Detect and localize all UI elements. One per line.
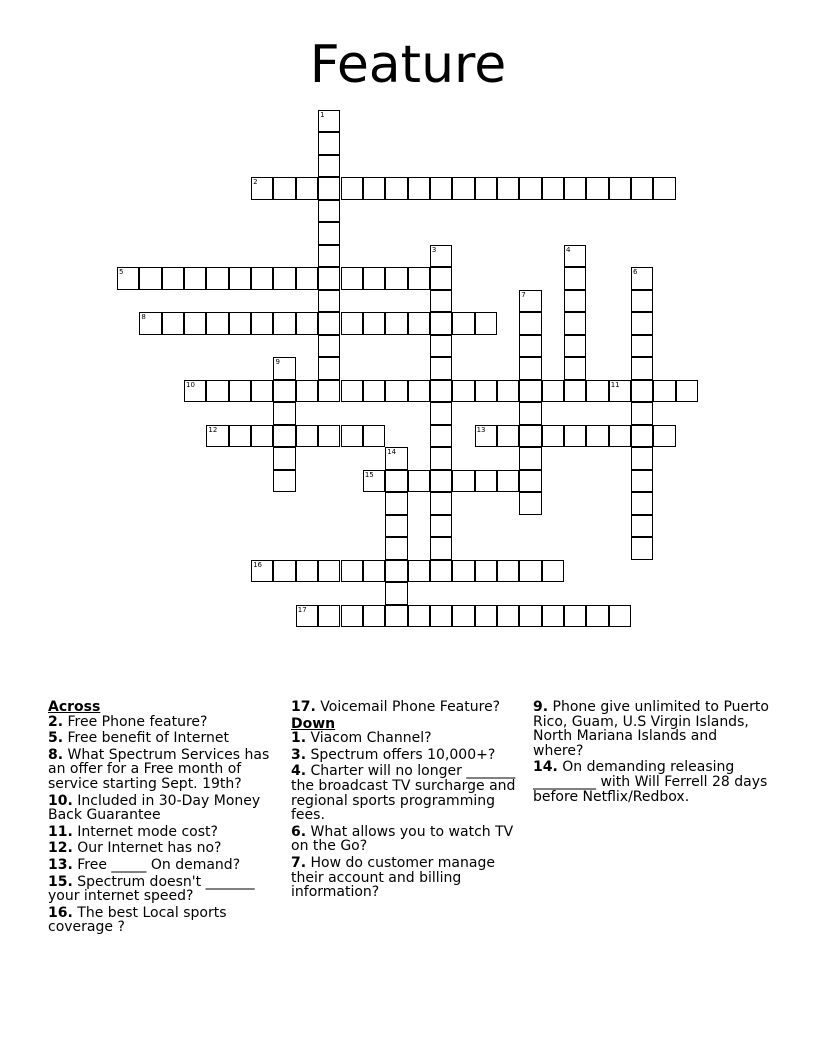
grid-cell[interactable] [631, 290, 653, 313]
grid-cell[interactable] [430, 425, 452, 448]
grid-cell[interactable] [564, 605, 586, 628]
grid-cell[interactable] [475, 560, 497, 583]
puzzle-title: Feature [309, 35, 507, 95]
grid-cell[interactable] [452, 312, 474, 335]
clue-item-text: The best Local sports coverage ? [48, 904, 227, 936]
grid-cell[interactable] [497, 470, 519, 493]
clue-item-text: Our Internet has no? [72, 840, 222, 857]
clue-number: 4 [566, 245, 571, 254]
grid-cell[interactable] [519, 605, 541, 628]
grid-cell[interactable] [653, 425, 675, 448]
grid-cell[interactable] [385, 605, 407, 628]
grid-cell[interactable] [251, 177, 273, 200]
grid-cell[interactable] [430, 537, 452, 560]
grid-cell[interactable] [430, 605, 452, 628]
grid-cell[interactable] [497, 177, 519, 200]
grid-cell[interactable] [341, 177, 363, 200]
grid-cell[interactable] [564, 177, 586, 200]
clue-item-number: 9. [533, 699, 549, 715]
clue-number: 9 [275, 358, 280, 366]
grid-cell[interactable] [519, 560, 541, 583]
clue-number: 15 [364, 470, 374, 479]
grid-cell[interactable] [631, 380, 653, 403]
grid-cell[interactable] [341, 312, 363, 335]
grid-cell[interactable] [162, 312, 184, 335]
clue-item [533, 700, 769, 758]
clue-item-text: Free benefit of Internet [63, 730, 229, 747]
grid-cell[interactable] [229, 312, 251, 335]
grid-cell[interactable] [497, 560, 519, 583]
grid-cell[interactable] [318, 312, 340, 335]
grid-cell[interactable] [385, 515, 407, 538]
grid-cell[interactable] [408, 312, 430, 335]
grid-cell[interactable] [341, 560, 363, 583]
grid-cell[interactable] [430, 245, 452, 268]
grid-cell[interactable] [273, 402, 295, 425]
grid-cell[interactable] [430, 447, 452, 470]
grid-cell[interactable] [273, 267, 295, 290]
grid-cell[interactable] [273, 470, 295, 493]
grid-cell[interactable] [519, 425, 541, 448]
grid-cell[interactable] [542, 380, 564, 403]
clue-item-number: 17. [291, 699, 316, 715]
clue-item-text: What allows you to watch TV on the Go? [291, 823, 514, 855]
grid-cell[interactable] [318, 132, 340, 155]
grid-cell[interactable] [273, 357, 295, 380]
clues-column-1 [48, 700, 284, 937]
grid-cell[interactable] [430, 560, 452, 583]
grid-cell[interactable] [296, 560, 318, 583]
grid-cell[interactable] [385, 492, 407, 515]
grid-cell[interactable] [519, 380, 541, 403]
grid-cell[interactable] [430, 290, 452, 313]
grid-cell[interactable] [430, 357, 452, 380]
grid-cell[interactable] [475, 380, 497, 403]
clue-item-text: What Spectrum Services has an offer for a Free month of service starting Sept. 19th? [48, 746, 270, 792]
clue-item [291, 731, 527, 746]
clue-item-number: 8. [48, 746, 64, 763]
clue-item-text: Internet mode cost? [72, 823, 218, 840]
grid-cell[interactable] [251, 312, 273, 335]
clue-item [48, 748, 284, 792]
grid-cell[interactable] [452, 380, 474, 403]
grid-cell[interactable] [318, 155, 340, 178]
grid-cell[interactable] [676, 380, 698, 403]
clue-number: 7 [521, 290, 526, 299]
clue-item [48, 875, 284, 904]
grid-cell[interactable] [475, 312, 497, 335]
grid-cell[interactable] [475, 605, 497, 628]
grid-cell[interactable] [631, 402, 653, 425]
grid-cell[interactable] [519, 177, 541, 200]
grid-cell[interactable] [184, 312, 206, 335]
grid-cell[interactable] [430, 312, 452, 335]
clue-number: 13 [476, 425, 486, 434]
grid-cell[interactable] [564, 425, 586, 448]
grid-cell[interactable] [184, 380, 206, 403]
grid-cell[interactable] [385, 560, 407, 583]
grid-cell[interactable] [430, 267, 452, 290]
grid-cell[interactable] [318, 605, 340, 628]
grid-cell[interactable] [408, 177, 430, 200]
clue-item-text: Spectrum offers 10,000+? [306, 746, 496, 763]
grid-cell[interactable] [475, 177, 497, 200]
grid-cell[interactable] [631, 515, 653, 538]
clue-item [48, 841, 284, 856]
grid-cell[interactable] [273, 425, 295, 448]
grid-cell[interactable] [564, 290, 586, 313]
grid-cell[interactable] [564, 380, 586, 403]
clue-item [291, 748, 527, 763]
grid-cell[interactable] [609, 605, 631, 628]
grid-cell[interactable] [408, 560, 430, 583]
clue-number: 3 [431, 245, 437, 254]
clue-item-text: How do customer manage their account and billing information? [291, 854, 495, 901]
clue-item-number: 1. [291, 730, 307, 747]
grid-cell[interactable] [430, 515, 452, 538]
grid-cell[interactable] [318, 357, 340, 380]
down-heading: Down [291, 715, 336, 732]
grid-cell[interactable] [385, 177, 407, 200]
clue-number: 6 [633, 268, 638, 276]
clue-item-text: Free _____ On demand? [72, 856, 241, 873]
grid-cell[interactable] [542, 560, 564, 583]
clue-item-text: Phone give unlimited to Puerto Rico, Guam, U.S Virgin Islands, North Mariana Islands and where? [533, 699, 769, 759]
clue-item [48, 906, 284, 935]
clue-number: 5 [119, 268, 124, 276]
grid-cell[interactable] [184, 267, 206, 290]
clue-number: 11 [610, 380, 620, 389]
clue-item-number: 16. [48, 904, 73, 921]
clue-number: 8 [141, 313, 146, 321]
grid-cell[interactable] [631, 312, 653, 335]
grid-cell[interactable] [296, 425, 318, 448]
grid-cell[interactable] [273, 312, 295, 335]
grid-cell[interactable] [273, 560, 295, 583]
clue-item [48, 825, 284, 840]
grid-cell[interactable] [385, 447, 407, 470]
grid-cell[interactable] [341, 267, 363, 290]
grid-cell[interactable] [519, 492, 541, 515]
grid-cell[interactable] [296, 177, 318, 200]
clue-item-number: 3. [291, 746, 307, 763]
grid-cell[interactable] [430, 492, 452, 515]
clue-item [533, 760, 769, 804]
grid-cell[interactable] [452, 470, 474, 493]
grid-cell[interactable] [363, 380, 385, 403]
grid-cell[interactable] [519, 447, 541, 470]
grid-cell[interactable] [564, 335, 586, 358]
grid-cell[interactable] [363, 267, 385, 290]
grid-cell[interactable] [564, 357, 586, 380]
grid-cell[interactable] [653, 177, 675, 200]
clue-number: 12 [208, 425, 218, 434]
across-clue-list-continued [291, 700, 527, 715]
grid-cell[interactable] [519, 290, 541, 313]
grid-cell[interactable] [296, 605, 318, 628]
grid-cell[interactable] [430, 177, 452, 200]
grid-cell[interactable] [273, 177, 295, 200]
grid-cell[interactable] [162, 267, 184, 290]
clue-item-number: 10. [48, 792, 73, 809]
clue-item-number: 12. [48, 840, 73, 857]
grid-cell[interactable] [497, 605, 519, 628]
grid-cell[interactable] [318, 200, 340, 223]
grid-cell[interactable] [363, 177, 385, 200]
grid-cell[interactable] [385, 470, 407, 493]
grid-cell[interactable] [251, 267, 273, 290]
grid-cell[interactable] [251, 560, 273, 583]
clues-column-3 [533, 700, 769, 806]
grid-cell[interactable] [117, 267, 139, 290]
clue-item [291, 825, 527, 854]
clue-item [291, 764, 527, 822]
grid-cell[interactable] [318, 335, 340, 358]
grid-cell[interactable] [363, 470, 385, 493]
grid-cell[interactable] [139, 312, 161, 335]
clue-item-text: Spectrum doesn't _______ your internet speed? [48, 873, 255, 905]
grid-cell[interactable] [318, 245, 340, 268]
grid-cell[interactable] [631, 492, 653, 515]
clue-number: 16 [253, 560, 263, 569]
grid-cell[interactable] [631, 470, 653, 493]
clue-item [48, 858, 284, 873]
across-heading: Across [48, 699, 101, 715]
grid-cell[interactable] [363, 312, 385, 335]
grid-cell[interactable] [564, 245, 586, 268]
grid-cell[interactable] [385, 582, 407, 605]
grid-cell[interactable] [519, 312, 541, 335]
clue-item [48, 731, 284, 746]
grid-cell[interactable] [475, 470, 497, 493]
grid-cell[interactable] [519, 402, 541, 425]
grid-cell[interactable] [452, 605, 474, 628]
grid-cell[interactable] [519, 335, 541, 358]
clue-number: 10 [186, 380, 195, 389]
grid-cell[interactable] [206, 380, 228, 403]
grid-cell[interactable] [631, 335, 653, 358]
grid-cell[interactable] [363, 605, 385, 628]
grid-cell[interactable] [273, 447, 295, 470]
grid-cell[interactable] [631, 425, 653, 448]
clue-item-text: Included in 30-Day Money Back Guarantee [48, 792, 261, 824]
grid-cell[interactable] [318, 177, 340, 200]
clue-item [291, 700, 527, 715]
grid-cell[interactable] [251, 425, 273, 448]
grid-cell[interactable] [318, 110, 340, 133]
clue-number: 1 [320, 110, 325, 119]
grid-cell[interactable] [542, 177, 564, 200]
grid-cell[interactable] [229, 380, 251, 403]
grid-cell[interactable] [296, 380, 318, 403]
grid-cell[interactable] [229, 267, 251, 290]
grid-cell[interactable] [408, 470, 430, 493]
clue-number: 14 [387, 448, 397, 456]
grid-cell[interactable] [318, 222, 340, 245]
grid-cell[interactable] [363, 425, 385, 448]
grid-cell[interactable] [631, 537, 653, 560]
grid-cell[interactable] [341, 605, 363, 628]
grid-cell[interactable] [296, 267, 318, 290]
grid-cell[interactable] [586, 425, 608, 448]
grid-cell[interactable] [609, 177, 631, 200]
grid-cell[interactable] [229, 425, 251, 448]
clue-item-number: 11. [48, 823, 73, 840]
grid-cell[interactable] [318, 560, 340, 583]
clue-item-text: Free Phone feature? [63, 713, 208, 730]
grid-cell[interactable] [385, 312, 407, 335]
clue-item-text: Viacom Channel? [306, 730, 432, 747]
grid-cell[interactable] [497, 425, 519, 448]
grid-cell[interactable] [631, 447, 653, 470]
grid-cell[interactable] [631, 177, 653, 200]
grid-cell[interactable] [430, 470, 452, 493]
grid-cell[interactable] [519, 470, 541, 493]
grid-cell[interactable] [475, 425, 497, 448]
grid-cell[interactable] [341, 380, 363, 403]
clue-item-text: On demanding releasing _________ with Will Ferrell 28 days before Netflix/Redbox. [533, 759, 768, 805]
grid-cell[interactable] [609, 380, 631, 403]
grid-cell[interactable] [341, 425, 363, 448]
grid-cell[interactable] [318, 290, 340, 313]
grid-cell[interactable] [497, 380, 519, 403]
grid-cell[interactable] [564, 267, 586, 290]
clues-column-2 [291, 700, 527, 902]
clue-item-number: 6. [291, 823, 307, 840]
grid-cell[interactable] [564, 312, 586, 335]
grid-cell[interactable] [385, 537, 407, 560]
clue-item-number: 2. [48, 713, 64, 730]
grid-cell[interactable] [430, 380, 452, 403]
clue-number: 17 [297, 605, 307, 614]
clue-item-number: 7. [291, 854, 307, 871]
grid-cell[interactable] [385, 380, 407, 403]
grid-cell[interactable] [542, 425, 564, 448]
grid-cell[interactable] [408, 267, 430, 290]
clue-item [291, 856, 527, 900]
grid-cell[interactable] [586, 177, 608, 200]
grid-cell[interactable] [542, 605, 564, 628]
grid-cell[interactable] [408, 380, 430, 403]
grid-cell[interactable] [318, 267, 340, 290]
grid-cell[interactable] [273, 380, 295, 403]
grid-cell[interactable] [363, 560, 385, 583]
grid-cell[interactable] [251, 380, 273, 403]
down-clue-list [291, 731, 527, 900]
grid-cell[interactable] [519, 357, 541, 380]
clue-item-number: 4. [291, 763, 307, 780]
clue-item-number: 5. [48, 730, 64, 747]
grid-cell[interactable] [318, 380, 340, 403]
clue-item [48, 715, 284, 730]
grid-cell[interactable] [586, 380, 608, 403]
down-clue-list-continued [533, 700, 769, 804]
grid-cell[interactable] [452, 560, 474, 583]
clue-item-number: 15. [48, 873, 73, 890]
clue-item-number: 13. [48, 856, 73, 873]
grid-cell[interactable] [206, 425, 228, 448]
clue-item-number: 14. [533, 759, 558, 776]
across-clue-list [48, 715, 284, 935]
clue-number: 2 [253, 178, 258, 186]
grid-cell[interactable] [609, 425, 631, 448]
grid-cell[interactable] [631, 267, 653, 290]
grid-cell[interactable] [452, 177, 474, 200]
grid-cell[interactable] [318, 425, 340, 448]
clue-item-text: Voicemail Phone Feature? [315, 699, 501, 715]
grid-cell[interactable] [430, 335, 452, 358]
grid-cell[interactable] [206, 267, 228, 290]
grid-cell[interactable] [139, 267, 161, 290]
grid-cell[interactable] [408, 605, 430, 628]
grid-cell[interactable] [385, 267, 407, 290]
clue-item [48, 794, 284, 823]
grid-cell[interactable] [206, 312, 228, 335]
clue-item-text: Charter will no longer _______ the broadcast TV surcharge and regional sports programming fees. [291, 763, 516, 824]
grid-cell[interactable] [631, 357, 653, 380]
grid-cell[interactable] [296, 312, 318, 335]
grid-cell[interactable] [586, 605, 608, 628]
grid-cell[interactable] [653, 380, 675, 403]
grid-cell[interactable] [430, 402, 452, 425]
